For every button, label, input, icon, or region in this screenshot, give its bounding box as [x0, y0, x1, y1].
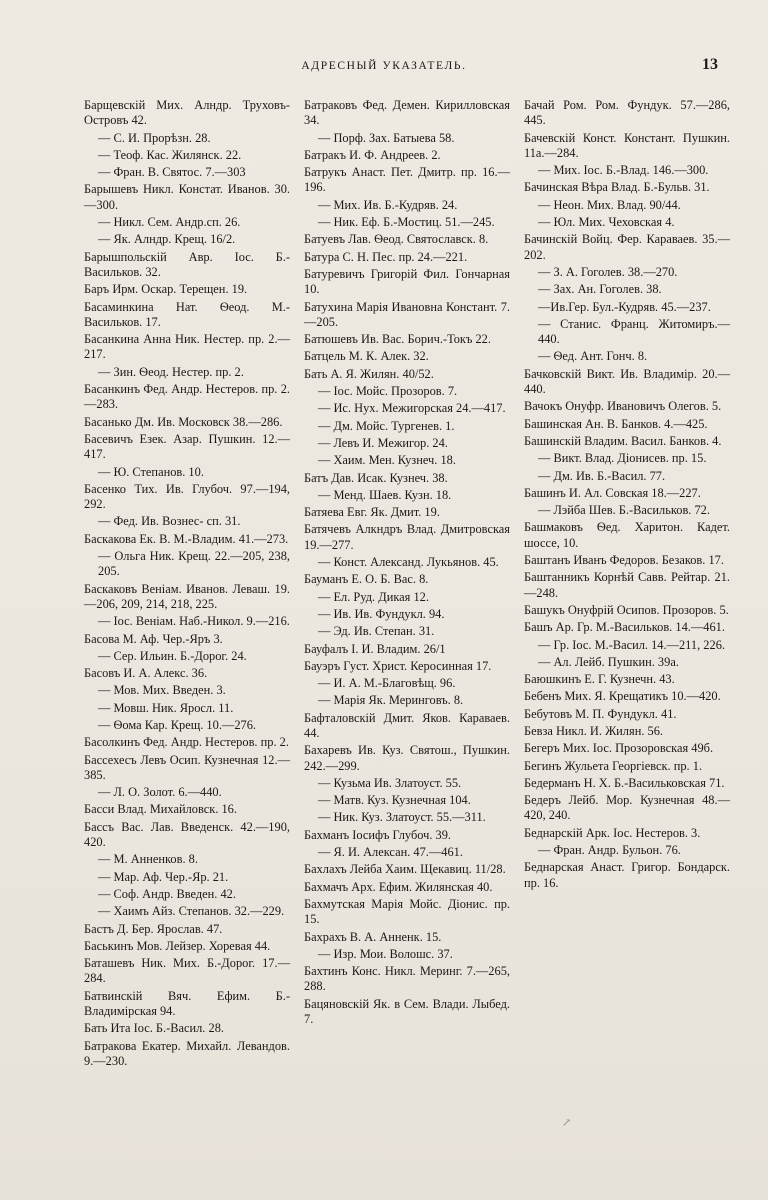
directory-entry: Баскакова Ек. В. М.-Владим. 41.—273. [84, 531, 289, 546]
directory-entry: — Викт. Влад. Діонисев. пр. 15. [538, 451, 707, 466]
directory-entry: — Зах. Ан. Гоголев. 38. [538, 282, 662, 297]
directory-entry: Басанкина Анна Ник. Нестер. пр. 2.—217. [84, 332, 290, 362]
directory-entry: Батячевъ Алкндръ Влад. Дмитровская 19.—277. [304, 522, 510, 552]
directory-entry: — Я. И. Алексан. 47.—461. [318, 845, 463, 860]
directory-entry: Бахманъ Іосифъ Глубоч. 39. [304, 827, 452, 842]
directory-entry: — Станис. Франц. Житомиръ.—440. [538, 316, 730, 347]
directory-entry: Баюшкинъ Е. Г. Кузнечн. 43. [524, 672, 675, 687]
directory-entry: Батрукъ Анаст. Пет. Дмитр. пр. 16.—196. [304, 165, 510, 195]
directory-entry: — Мих. Іос. Б.-Влад. 146.—300. [538, 163, 709, 178]
directory-entry: — И. А. М.-Благовѣщ. 96. [318, 676, 456, 691]
directory-entry: — Конст. Александ. Лукьянов. 45. [318, 555, 499, 570]
page-number: 13 [702, 56, 718, 73]
directory-entry: Баскаковъ Веніам. Иванов. Леваш. 19.—206, 209, 214, 218, 225. [84, 581, 290, 611]
running-title: АДРЕСНЫЙ УКАЗАТЕЛЬ. [301, 60, 467, 72]
directory-entry: — Эд. Ив. Степан. 31. [318, 624, 435, 639]
directory-entry: — Мов. Мих. Введен. 3. [98, 683, 226, 698]
directory-entry: Бачай Ром. Ром. Фундук. 57.—286, 445. [524, 98, 730, 128]
directory-entry: Башмаковъ Ѳед. Харитон. Кадет. шоссе, 10. [524, 520, 730, 550]
directory-entry: — Ольга Ник. Крещ. 22.—205, 238, 205. [98, 549, 290, 579]
directory-entry: Беднарская Анаст. Григор. Бондарск. пр. 16. [524, 860, 730, 890]
directory-entry: — Хаимъ Айз. Степанов. 32.—229. [98, 904, 285, 919]
directory-entry: Батракова Екатер. Михайл. Левандов. 9.—230. [84, 1038, 290, 1068]
directory-entry: — Порф. Зах. Батыева 58. [318, 130, 455, 145]
directory-entry: Барышевъ Никл. Констат. Иванов. 30.—300. [84, 182, 290, 212]
directory-entry: — Ник. Еф. Б.-Мостиц. 51.—245. [318, 215, 495, 230]
directory-entry: Басси Влад. Михайловск. 16. [84, 802, 237, 817]
directory-entry: Баштанникъ Корнѣй Савв. Рейтар. 21.—248. [524, 570, 730, 600]
directory-entry: Бастъ Д. Бер. Ярослав. 47. [84, 921, 223, 936]
directory-entry: — Сер. Ильин. Б.-Дорог. 24. [98, 648, 247, 663]
directory-entry: Башинская Ан. В. Банков. 4.—425. [524, 416, 708, 431]
directory-entry: — Ѳома Кар. Крещ. 10.—276. [98, 717, 256, 732]
directory-entry: Басанкинъ Фед. Андр. Нестеров. пр. 2.—283. [84, 382, 290, 412]
directory-entry: Беднарскій Арк. Іос. Нестеров. 3. [524, 825, 701, 840]
directory-entry: — Фран. Андр. Бульон. 76. [538, 843, 681, 858]
directory-entry: Бахаревъ Ив. Куз. Святош., Пушкин. 242.—299. [304, 743, 510, 773]
directory-entry: Батура С. Н. Пес. пр. 24.—221. [304, 249, 468, 264]
directory-entry: Бахтинъ Конс. Никл. Меринг. 7.—265, 288. [304, 964, 510, 994]
directory-entry: Бедерманъ Н. Х. Б.-Васильковская 71. [524, 775, 725, 790]
directory-entry: — Ник. Куз. Златоуст. 55.—311. [318, 810, 486, 825]
directory-entry: — Дм. Мойс. Тургенев. 1. [318, 418, 455, 433]
directory-entry: — Юл. Мих. Чеховская 4. [538, 215, 675, 230]
column-2 [304, 98, 510, 1029]
directory-entry: Бать А. Я. Жилян. 40/52. [304, 366, 434, 381]
directory-entry: Бассъ Вас. Лав. Введенск. 42.—190, 420. [84, 819, 290, 850]
directory-entry: — Матв. Куз. Кузнечная 104. [318, 793, 471, 808]
directory-entry: — Марія Як. Меринговъ. 8. [318, 693, 464, 708]
directory-entry: Башинскій Владим. Васил. Банков. 4. [524, 433, 722, 448]
directory-entry: Бафталовскій Дмит. Яков. Караваев. 44. [304, 710, 510, 740]
directory-entry: — Фед. Ив. Вознес- сп. 31. [98, 514, 241, 529]
directory-entry: — Ел. Руд. Дикая 12. [318, 589, 429, 604]
directory-columns [84, 98, 730, 1138]
directory-entry: Басаминкина Нат. Ѳеод. М.-Васильков. 17. [84, 299, 290, 329]
directory-entry: Басанько Дм. Ив. Московск 38.—286. [84, 414, 283, 429]
directory-entry: Батухина Марія Ивановна Констант. 7.—205. [304, 299, 510, 329]
directory-entry: — Зин. Ѳеод. Нестер. пр. 2. [98, 364, 244, 379]
directory-entry: Батяева Евг. Як. Дмит. 19. [304, 505, 440, 520]
column-1 [84, 98, 290, 1071]
directory-entry: Батракъ И. Ф. Андреев. 2. [304, 147, 441, 162]
directory-entry: Батуревичъ Григорій Фил. Гончарная 10. [304, 266, 510, 297]
directory-entry: — Менд. Шаев. Кузн. 18. [318, 487, 452, 502]
page-header [0, 56, 768, 80]
directory-entry: Бачевскій Конст. Констант. Пушкин. 11а.—284. [524, 130, 730, 160]
directory-entry: — Соф. Андр. Введен. 42. [98, 886, 236, 901]
directory-entry: Бегинъ Жульета Георгіевск. пр. 1. [524, 758, 703, 773]
directory-entry: — Ал. Лейб. Пушкин. 39а. [538, 654, 679, 669]
directory-entry: Баташевъ Ник. Мих. Б.-Дорог. 17.—284. [84, 956, 290, 986]
directory-entry: Батуевъ Лав. Ѳеод. Святославск. 8. [304, 232, 489, 247]
directory-entry: Бебутовъ М. П. Фундукл. 41. [524, 706, 677, 721]
directory-entry: Басенко Тих. Ив. Глубоч. 97.—194, 292. [84, 481, 290, 512]
directory-entry: Бассехесъ Левъ Осип. Кузнечная 12.—385. [84, 752, 290, 782]
directory-entry: — Никл. Сем. Андр.сп. 26. [98, 215, 241, 230]
directory-entry: — Левъ И. Межигор. 24. [318, 435, 448, 450]
directory-entry: Бауфалъ І. И. Владим. 26/1 [304, 641, 446, 656]
directory-entry: Бегеръ Мих. Іос. Прозоровская 49б. [524, 741, 714, 756]
directory-entry: Башъ Ар. Гр. М.-Васильков. 14.—461. [524, 620, 725, 635]
directory-entry: — Мовш. Ник. Яроcл. 11. [98, 700, 234, 715]
directory-entry: Батюшевъ Ив. Вас. Борич.-Токъ 22. [304, 332, 491, 347]
directory-entry: — Ю. Степанов. 10. [98, 464, 204, 479]
directory-entry: Басолкинъ Фед. Андр. Нестеров. пр. 2. [84, 735, 289, 750]
directory-entry: Баськинъ Мов. Лейзер. Хоревая 44. [84, 938, 271, 953]
directory-entry: Барщевскій Мих. Алндр. Труховъ-Островъ 42. [84, 98, 290, 128]
directory-entry: Бедеръ Лейб. Мор. Кузнечная 48.—420, 240. [524, 793, 730, 823]
column-3 [524, 98, 730, 893]
directory-entry: — М. Анненков. 8. [98, 852, 198, 867]
directory-entry: — Мих. Ив. Б.-Кудряв. 24. [318, 197, 458, 212]
directory-entry: Вачокъ Онуфр. Ивановичъ Олегов. 5. [524, 399, 722, 414]
directory-entry: — Гр. Іос. М.-Васил. 14.—211, 226. [538, 637, 725, 652]
directory-entry: — Ив. Ив. Фундукл. 94. [318, 606, 445, 621]
directory-entry: — Хаим. Мен. Кузнеч. 18. [318, 453, 456, 468]
directory-entry: — Лэйба Шев. Б.-Васильков. 72. [538, 503, 710, 518]
directory-entry: — З. А. Гоголев. 38.—270. [538, 264, 678, 279]
directory-entry: — Ѳед. Ант. Гонч. 8. [538, 349, 648, 364]
directory-entry: Батвинскій Вяч. Ефим. Б.-Владимірская 94. [84, 988, 290, 1019]
directory-entry: Бахмачъ Арх. Ефим. Жилянская 40. [304, 879, 493, 894]
directory-entry: — Дм. Ив. Б.-Васил. 77. [538, 468, 666, 483]
directory-entry: Бачинскій Войц. Фер. Караваев. 35.—202. [524, 232, 730, 262]
directory-entry: — Изр. Мои. Волошс. 37. [318, 946, 453, 961]
directory-entry: — Ис. Нух. Межигорская 24.—417. [318, 401, 506, 416]
directory-entry: — Кузьма Ив. Златоуст. 55. [318, 775, 462, 790]
directory-entry: Бахлахъ Лейба Хаим. Щекавиц. 11/28. [304, 862, 506, 877]
directory-entry: Баръ Ирм. Оскар. Терещен. 19. [84, 282, 248, 297]
directory-entry: Барышпольскій Авр. Іос. Б.-Васильков. 32. [84, 249, 290, 279]
directory-entry: Бать Ита Іос. Б.-Васил. 28. [84, 1021, 224, 1036]
directory-entry: —Ив.Гер. Бул.-Кудряв. 45.—237. [538, 299, 711, 314]
directory-entry: Бауэръ Густ. Христ. Керосинная 17. [304, 658, 492, 673]
directory-entry: Бахрахъ В. А. Анненк. 15. [304, 929, 442, 944]
directory-entry: — Теоф. Кас. Жилянск. 22. [98, 147, 242, 162]
directory-entry: Батраковъ Фед. Демен. Кирилловская 34. [304, 98, 510, 128]
directory-entry: — Мар. Аф. Чер.-Яр. 21. [98, 869, 229, 884]
faint-stamp: ↗ [561, 1116, 572, 1130]
directory-entry: — Л. О. Золот. 6.—440. [98, 785, 222, 800]
directory-entry: Бацяновскій Як. в Сем. Влади. Лыбед. 7. [304, 996, 510, 1027]
directory-entry: — С. И. Прорѣзн. 28. [98, 130, 211, 145]
directory-entry: Басова М. Аф. Чер.-Яръ 3. [84, 631, 223, 646]
directory-entry: Бахмутская Марія Мойс. Діонис. пр. 15. [304, 896, 510, 927]
directory-entry: — Іос. Веніам. Наб.-Никол. 9.—216. [98, 614, 290, 629]
directory-entry: — Як. Алндр. Крещ. 16/2. [98, 232, 236, 247]
directory-entry: Баштанъ Иванъ Федоров. Безаков. 17. [524, 553, 724, 568]
directory-entry: Бачинская Вѣра Влад. Б.-Бульв. 31. [524, 180, 710, 195]
directory-entry: Бевза Никл. И. Жилян. 56. [524, 723, 664, 738]
directory-entry: Басевичъ Езек. Азар. Пушкин. 12.—417. [84, 431, 290, 462]
directory-entry: Башинъ И. Ал. Совская 18.—227. [524, 485, 701, 500]
directory-entry: Батъ Дав. Исак. Кузнеч. 38. [304, 470, 448, 485]
directory-entry: Башукъ Онуфрій Осипов. Прозоров. 5. [524, 602, 729, 617]
directory-entry: — Неон. Мих. Влад. 90/44. [538, 197, 681, 212]
directory-entry: — Іос. Мойс. Прозоров. 7. [318, 384, 458, 399]
directory-entry: Бебенъ Мих. Я. Крещатикъ 10.—420. [524, 689, 721, 704]
directory-entry: Бауманъ Е. О. Б. Вас. 8. [304, 572, 429, 587]
directory-entry: — Фран. В. Святос. 7.—303 [98, 165, 246, 180]
directory-entry: Басовъ И. А. Алекс. 36. [84, 666, 208, 681]
directory-entry: Бачковскій Викт. Ив. Владимір. 20.—440. [524, 366, 730, 397]
directory-entry: Батцель М. К. Алек. 32. [304, 349, 429, 364]
